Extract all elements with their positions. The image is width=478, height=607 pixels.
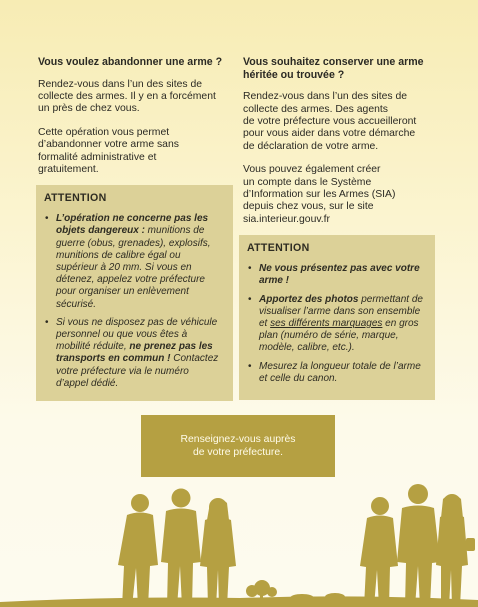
bullet-dot: • [45, 213, 49, 225]
left-heading: Vous voulez abandonner une arme ? [38, 56, 223, 68]
left-attention-box [36, 185, 233, 401]
right-heading: Vous souhaitez conserver une arme héritée ou trouvée ? [243, 56, 424, 81]
cta-box: Renseignez-vous auprès de votre préfecture. [141, 415, 335, 477]
right-attention-box [239, 235, 435, 400]
attention-bullet: • L’opération ne concerne pas les objets dangereux : munitions de guerre (obus, grenades), explosifs, munitions de calibre égal ou supérieur à 20 mm. Si vous en détenez, appelez votre préfecture pour organiser un enlèvement sécurisé. [45, 213, 211, 310]
attention-bullet: • Si vous ne disposez pas de véhicule personnel ou que vous êtes à mobilité réduite, ne prenez pas les transports en commun ! Contactez votre préfecture via le numéro d’appel dédié. [45, 316, 219, 389]
attention-bullet: • Apportez des photos permettant de visualiser l’arme dans son ensemble et ses différents marquages en gros plan (numéro de série, marque, modèle, calibre, etc.). [248, 293, 423, 354]
bullet-dot: • [248, 360, 252, 372]
left-column [38, 56, 238, 187]
attention-title: ATTENTION [247, 242, 310, 254]
right-column [243, 56, 443, 237]
bullet-dot: • [248, 293, 252, 305]
attention-title: ATTENTION [44, 192, 107, 204]
bullet-dot: • [248, 263, 252, 275]
sia-website-text: sia.interieur.gouv.fr [243, 213, 331, 225]
left-paragraph-1: Rendez-vous dans l’un des sites de collecte des armes. Il y en a forcément un près de chez vous. [38, 78, 216, 115]
bullet-dot: • [45, 316, 49, 328]
left-paragraph-2: Cette opération vous permet d’abandonner votre arme sans formalité administrative et gratuitement. [38, 126, 179, 176]
attention-bullet: • Mesurez la longueur totale de l’arme et celle du canon. [248, 360, 421, 384]
people-silhouette-illustration [0, 470, 478, 607]
right-paragraph-2: Vous pouvez également créer un compte dans le Système d’Information sur les Armes (SIA) depuis chez vous, sur le site sia.interieur.gouv.fr [243, 164, 443, 226]
attention-bullet: • Ne vous présentez pas avec votre arme ! [248, 263, 420, 287]
right-paragraph-1: Rendez-vous dans l’un des sites de collecte des armes. Des agents de votre préfecture vous accueilleront pour vous aider dans votre démarche de déclaration de votre arme. [243, 91, 417, 152]
